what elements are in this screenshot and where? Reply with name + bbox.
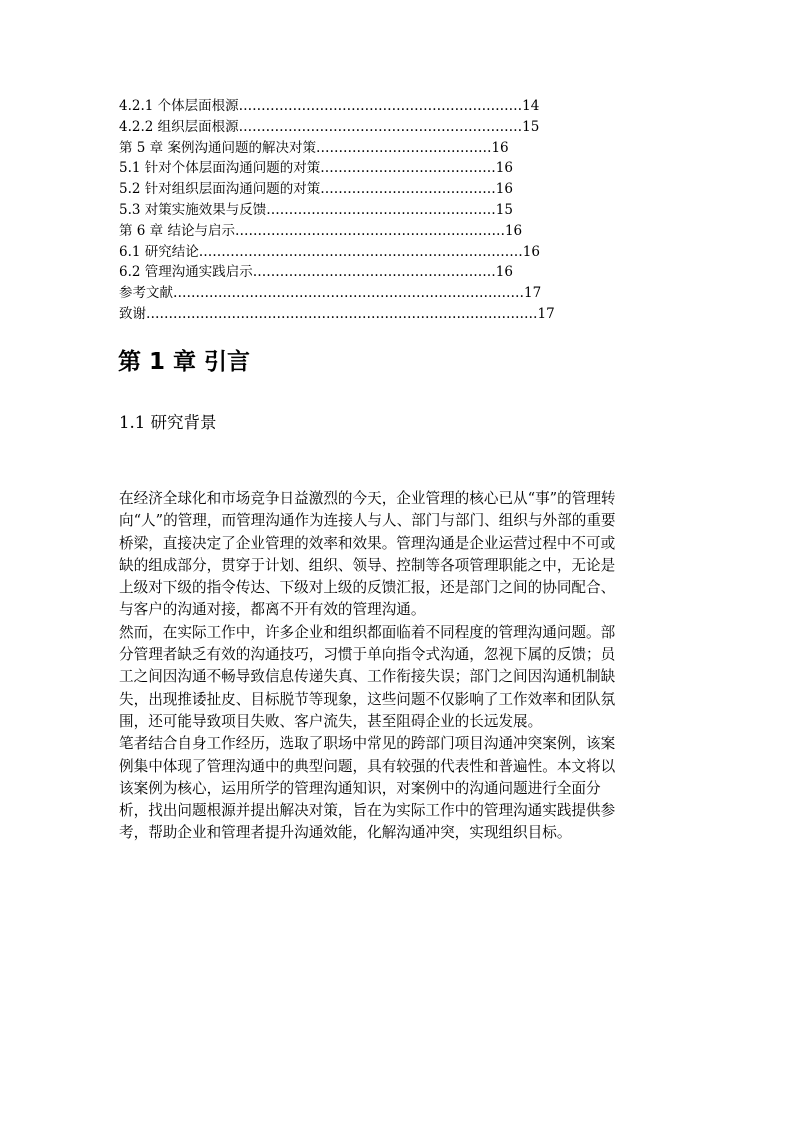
body-line: 桥梁，直接决定了企业管理的效率和效果。管理沟通是企业运营过程中不可或 xyxy=(119,534,616,552)
table-of-contents xyxy=(119,96,659,325)
toc-entry[interactable]: 致谢……………………………………………………………………………17 xyxy=(119,305,555,322)
body-line: 例集中体现了管理沟通中的典型问题，具有较强的代表性和普遍性。本文将以 xyxy=(119,757,616,775)
body-line: 在经济全球化和市场竞争日益激烈的今天，企业管理的核心已从“事”的管理转 xyxy=(119,490,616,507)
toc-entry[interactable]: 4.2.2 组织层面根源………………………………………………………15 xyxy=(119,118,540,135)
chapter-heading: 第 1 章 引言 xyxy=(118,349,251,375)
body-line: 与客户的沟通对接，都离不开有效的管理沟通。 xyxy=(119,601,426,619)
toc-entry[interactable]: 参考文献……………………………………………………………………17 xyxy=(119,285,542,302)
toc-entry[interactable]: 5.2 针对组织层面沟通问题的对策…………………………………16 xyxy=(119,181,513,198)
toc-entry[interactable]: 5.3 对策实施效果与反馈……………………………………………15 xyxy=(119,201,513,218)
toc-entry[interactable]: 6.2 管理沟通实践启示………………………………………………16 xyxy=(119,264,513,281)
body-line: 围，还可能导致项目失败、客户流失，甚至阻碍企业的长远发展。 xyxy=(119,712,543,730)
toc-entry[interactable]: 第 5 章 案例沟通问题的解决对策…………………………………16 xyxy=(119,139,509,156)
body-line: 上级对下级的指令传达、下级对上级的反馈汇报，还是部门之间的协同配合、 xyxy=(119,579,616,597)
body-line: 笔者结合自身工作经历，选取了职场中常见的跨部门项目沟通冲突案例，该案 xyxy=(119,735,616,753)
body-line: 该案例为核心，运用所学的管理沟通知识，对案例中的沟通问题进行全面分 xyxy=(119,779,601,797)
body-line: 工之间因沟通不畅导致信息传递失真、工作衔接失误；部门之间因沟通机制缺 xyxy=(119,668,616,686)
toc-entry[interactable]: 第 6 章 结论与启示……………………………………………………16 xyxy=(119,222,523,239)
body-line: 失，出现推诿扯皮、目标脱节等现象，这些问题不仅影响了工作效率和团队氛 xyxy=(119,690,616,708)
body-line: 析，找出问题根源并提出解决对策，旨在为实际工作中的管理沟通实践提供参 xyxy=(119,802,616,820)
toc-entry[interactable]: 4.2.1 个体层面根源………………………………………………………14 xyxy=(119,98,540,114)
section-heading: 1.1 研究背景 xyxy=(119,413,217,432)
toc-entry[interactable]: 6.1 研究结论………………………………………………………………16 xyxy=(119,243,540,260)
toc-entry[interactable]: 5.1 针对个体层面沟通问题的对策…………………………………16 xyxy=(119,160,513,177)
body-line: 缺的组成部分，贯穿于计划、组织、领导、控制等各项管理职能之中，无论是 xyxy=(119,556,616,574)
body-line: 考，帮助企业和管理者提升沟通效能，化解沟通冲突，实现组织目标。 xyxy=(119,824,572,842)
body-line: 然而，在实际工作中，许多企业和组织都面临着不同程度的管理沟通问题。部 xyxy=(119,623,616,641)
body-text xyxy=(119,488,679,845)
body-line: 向“人”的管理，而管理沟通作为连接人与人、部门与部门、组织与外部的重要 xyxy=(119,512,616,530)
body-line: 分管理者缺乏有效的沟通技巧，习惯于单向指令式沟通，忽视下属的反馈；员 xyxy=(119,646,616,664)
